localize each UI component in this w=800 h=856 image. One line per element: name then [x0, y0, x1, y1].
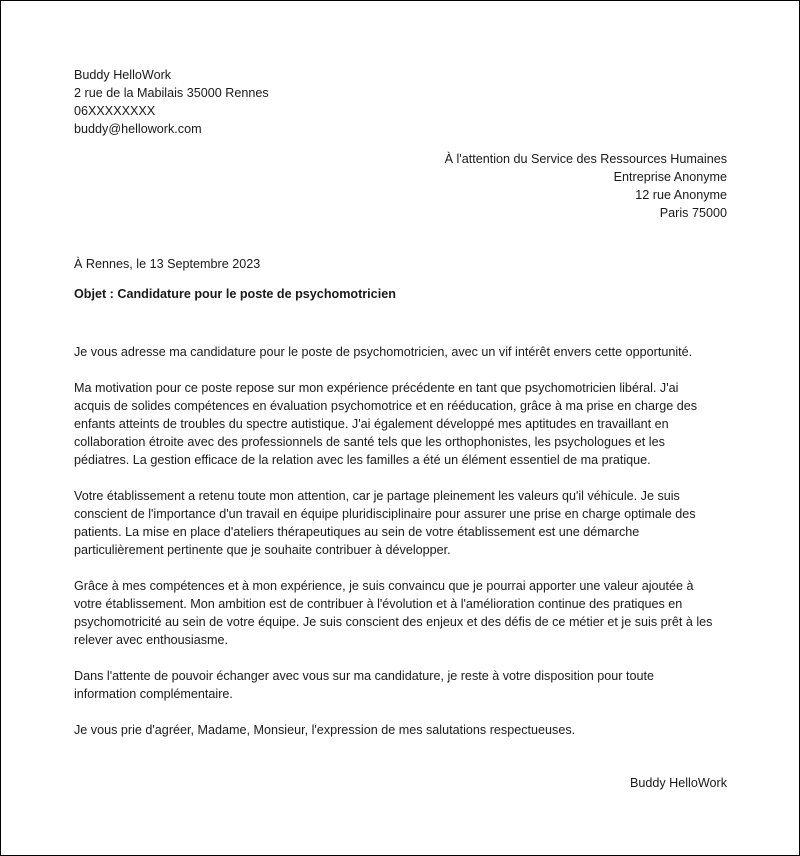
- paragraph-line: relever avec enthousiasme.: [74, 633, 229, 647]
- body-paragraph: [74, 667, 729, 703]
- signature: Buddy HelloWork: [629, 776, 727, 790]
- body-paragraph: [74, 721, 729, 739]
- paragraph-line: pédiatres. La gestion efficace de la relation avec les familles a été un élément essentiel de ma pratique.: [74, 453, 651, 467]
- paragraph-line: enfants atteints de troubles du spectre autistique. J'ai également développé mes aptitudes en travaillant en: [74, 417, 669, 431]
- sender-name: Buddy HelloWork: [74, 68, 172, 82]
- sender-address-block: [74, 66, 729, 138]
- body-paragraph: [74, 487, 729, 559]
- body-paragraph: [74, 577, 729, 649]
- paragraph-line: Dans l'attente de pouvoir échanger avec vous sur ma candidature, je reste à votre disposition pour toute: [74, 669, 654, 683]
- paragraph-line: Je vous prie d'agréer, Madame, Monsieur, l'expression de mes salutations respectueuses.: [74, 723, 576, 737]
- sender-email: buddy@hellowork.com: [74, 122, 202, 136]
- body-paragraph: [74, 343, 729, 361]
- paragraph-line: Je vous adresse ma candidature pour le poste de psychomotricien, avec un vif intérêt envers cette opportunité.: [74, 345, 693, 359]
- paragraph-line: Votre établissement a retenu toute mon attention, car je partage pleinement les valeurs qu'il véhicule. Je suis: [74, 489, 680, 503]
- sender-phone: 06XXXXXXXX: [74, 104, 156, 118]
- paragraph-line: acquis de solides compétences en évaluation psychomotrice et en rééducation, grâce à ma prise en charge des: [74, 399, 698, 413]
- paragraph-line: information complémentaire.: [74, 687, 233, 701]
- paragraph-line: psychomotricité au sein de votre équipe. Je suis conscient des enjeux et des défis de ce métier et je suis prêt à les: [74, 615, 713, 629]
- paragraph-line: Ma motivation pour ce poste repose sur mon expérience précédente en tant que psychomotricien libéral. J'ai: [74, 381, 679, 395]
- letter-body: [74, 343, 729, 757]
- paragraph-line: patients. La mise en place d'ateliers thérapeutiques au sein de votre établissement est une démarche: [74, 525, 640, 539]
- paragraph-line: collaboration étroite avec des professionnels de santé tels que les orthophonistes, les psychologues et les: [74, 435, 665, 449]
- paragraph-line: conscient de l'importance d'un travail en équipe pluridisciplinaire pour assurer une prise en charge optimale des: [74, 507, 696, 521]
- letter-subject: Objet : Candidature pour le poste de psychomotricien: [74, 287, 396, 301]
- recipient-street: 12 rue Anonyme: [635, 188, 727, 202]
- body-paragraph: [74, 379, 729, 469]
- recipient-attention: À l'attention du Service des Ressources Humaines: [444, 152, 727, 166]
- paragraph-line: votre établissement. Mon ambition est de contribuer à l'évolution et à l'amélioration continue des pratiques en: [74, 597, 683, 611]
- recipient-address-block: [445, 150, 727, 222]
- paragraph-line: particulièrement pertinente que je souhaite contribuer à développer.: [74, 543, 451, 557]
- recipient-company: Entreprise Anonyme: [613, 170, 727, 184]
- recipient-city: Paris 75000: [659, 206, 727, 220]
- sender-address: 2 rue de la Mabilais 35000 Rennes: [74, 86, 269, 100]
- paragraph-line: Grâce à mes compétences et à mon expérience, je suis convaincu que je pourrai apporter une valeur ajoutée à: [74, 579, 694, 593]
- letter-date: À Rennes, le 13 Septembre 2023: [74, 257, 261, 271]
